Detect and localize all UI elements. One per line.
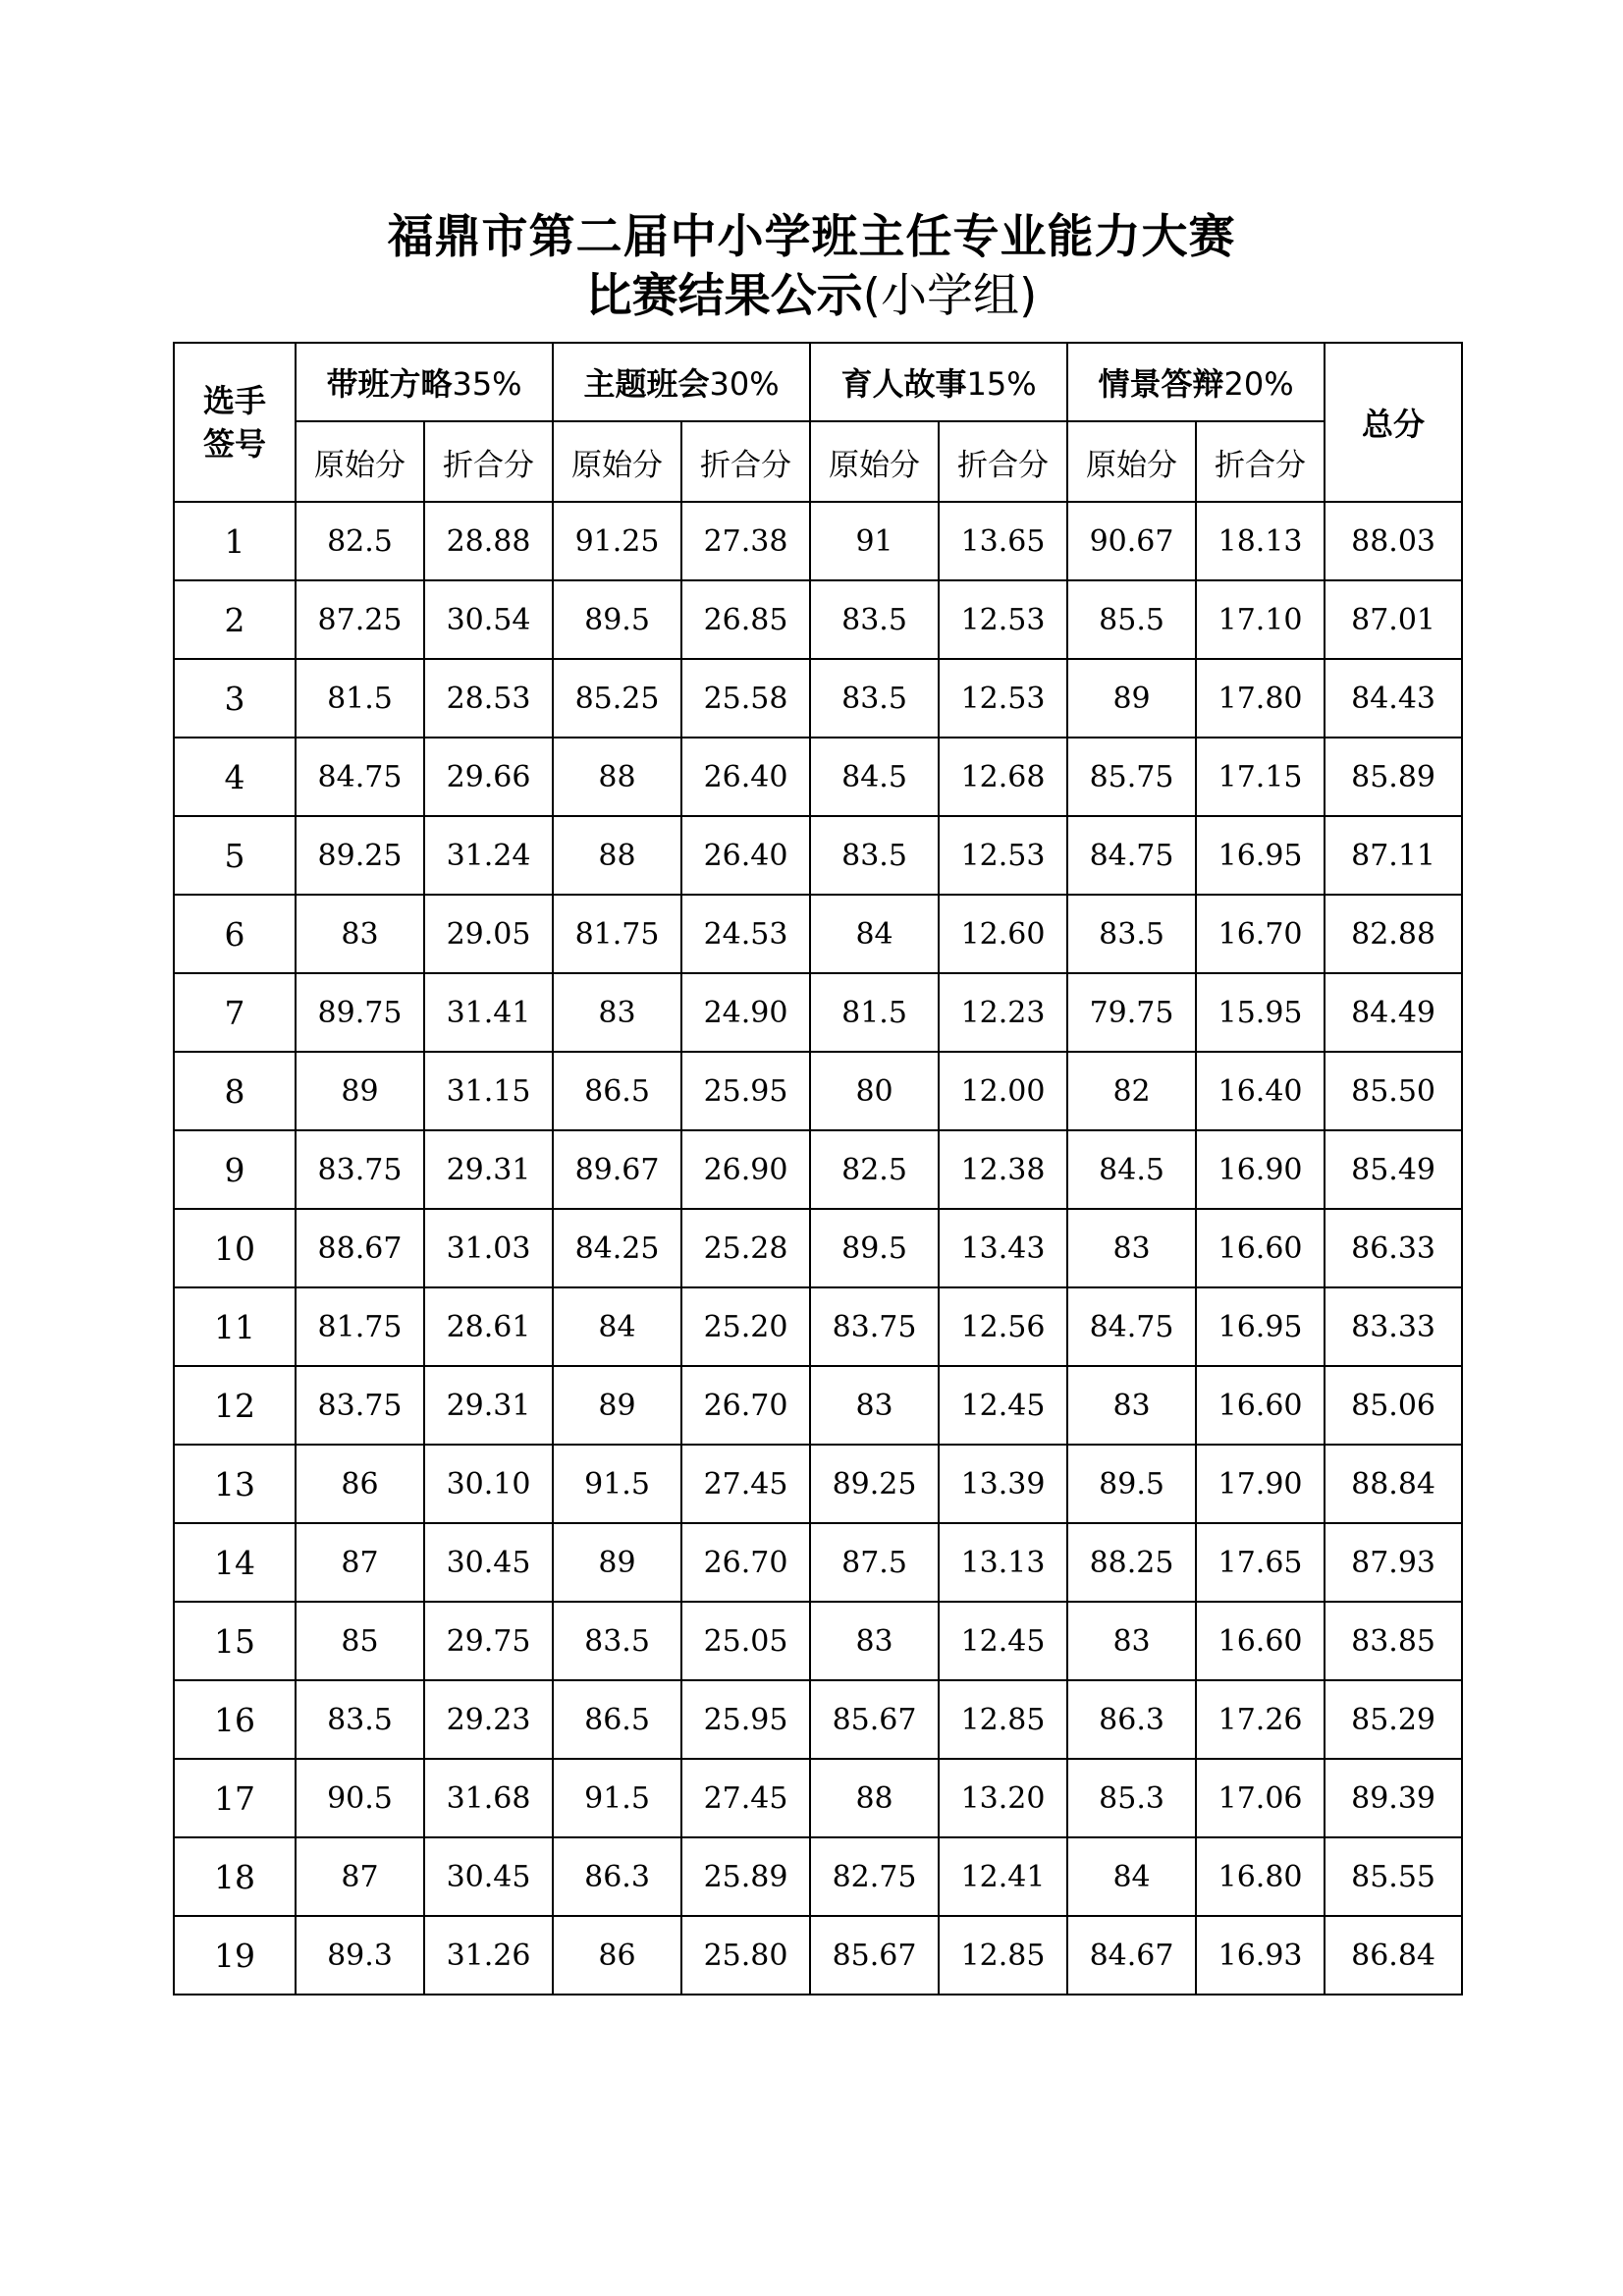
raw-score-cell: 83 [553, 973, 681, 1052]
raw-score-cell: 83.5 [553, 1602, 681, 1680]
contestant-number-cell: 10 [174, 1209, 296, 1287]
raw-score-cell: 83 [1067, 1366, 1196, 1445]
raw-score-cell: 89 [1067, 659, 1196, 738]
weighted-score-cell: 12.53 [939, 580, 1067, 659]
contestant-number-cell: 14 [174, 1523, 296, 1602]
weighted-score-cell: 31.26 [424, 1916, 553, 1995]
weighted-score-cell: 17.90 [1196, 1445, 1325, 1523]
weighted-score-cell: 13.65 [939, 502, 1067, 580]
contestant-number-cell: 18 [174, 1837, 296, 1916]
raw-score-cell: 88 [810, 1759, 939, 1837]
weighted-score-cell: 12.45 [939, 1602, 1067, 1680]
subtitle-group: (小学组) [862, 269, 1038, 323]
raw-score-cell: 83.5 [1067, 895, 1196, 973]
total-score-cell: 88.03 [1325, 502, 1462, 580]
raw-score-cell: 91 [810, 502, 939, 580]
contestant-number-cell: 6 [174, 895, 296, 973]
table-row [174, 1680, 1462, 1759]
total-score-cell: 87.11 [1325, 816, 1462, 895]
contestant-number-cell: 8 [174, 1052, 296, 1130]
subtitle-main: 比赛结果公示 [585, 269, 863, 323]
weighted-score-cell: 30.10 [424, 1445, 553, 1523]
raw-score-cell: 89 [296, 1052, 424, 1130]
raw-score-cell: 88 [553, 738, 681, 816]
table-row [174, 502, 1462, 580]
weighted-score-cell: 25.89 [681, 1837, 810, 1916]
weighted-score-cell: 27.38 [681, 502, 810, 580]
total-score-cell: 87.93 [1325, 1523, 1462, 1602]
weighted-score-header: 折合分 [939, 421, 1067, 502]
raw-score-cell: 87.25 [296, 580, 424, 659]
weighted-score-cell: 28.53 [424, 659, 553, 738]
weighted-score-cell: 31.15 [424, 1052, 553, 1130]
raw-score-cell: 83.5 [296, 1680, 424, 1759]
table-header [174, 343, 1462, 502]
raw-score-cell: 83.75 [296, 1130, 424, 1209]
table-row [174, 1837, 1462, 1916]
contestant-number-cell: 9 [174, 1130, 296, 1209]
total-score-cell: 83.33 [1325, 1287, 1462, 1366]
table-row [174, 738, 1462, 816]
weighted-score-cell: 26.70 [681, 1523, 810, 1602]
weighted-score-cell: 12.00 [939, 1052, 1067, 1130]
total-score-cell: 85.06 [1325, 1366, 1462, 1445]
raw-score-cell: 85.67 [810, 1916, 939, 1995]
weighted-score-cell: 12.53 [939, 816, 1067, 895]
table-row [174, 1602, 1462, 1680]
corner-line-2: 签号 [202, 425, 266, 463]
weighted-score-cell: 29.75 [424, 1602, 553, 1680]
raw-score-cell: 79.75 [1067, 973, 1196, 1052]
weighted-score-cell: 12.56 [939, 1287, 1067, 1366]
weighted-score-cell: 30.45 [424, 1523, 553, 1602]
category-header [1067, 343, 1325, 421]
raw-score-cell: 89.75 [296, 973, 424, 1052]
contestant-number-cell: 2 [174, 580, 296, 659]
raw-score-cell: 83 [296, 895, 424, 973]
raw-score-cell: 84 [1067, 1837, 1196, 1916]
category-weight: 15% [966, 365, 1037, 403]
raw-score-cell: 89.25 [296, 816, 424, 895]
raw-score-cell: 84.75 [296, 738, 424, 816]
weighted-score-cell: 25.20 [681, 1287, 810, 1366]
raw-score-cell: 81.5 [296, 659, 424, 738]
total-score-cell: 88.84 [1325, 1445, 1462, 1523]
raw-score-cell: 84 [810, 895, 939, 973]
weighted-score-cell: 12.41 [939, 1837, 1067, 1916]
contestant-number-cell: 13 [174, 1445, 296, 1523]
weighted-score-cell: 12.85 [939, 1916, 1067, 1995]
table-row [174, 1759, 1462, 1837]
weighted-score-header: 折合分 [1196, 421, 1325, 502]
raw-score-cell: 84.75 [1067, 816, 1196, 895]
raw-score-cell: 87.5 [810, 1523, 939, 1602]
raw-score-cell: 84.75 [1067, 1287, 1196, 1366]
weighted-score-cell: 12.68 [939, 738, 1067, 816]
raw-score-cell: 89.67 [553, 1130, 681, 1209]
total-score-cell: 86.84 [1325, 1916, 1462, 1995]
table-row [174, 1287, 1462, 1366]
weighted-score-cell: 26.40 [681, 816, 810, 895]
weighted-score-cell: 31.03 [424, 1209, 553, 1287]
weighted-score-cell: 30.45 [424, 1837, 553, 1916]
weighted-score-cell: 17.06 [1196, 1759, 1325, 1837]
total-score-cell: 85.49 [1325, 1130, 1462, 1209]
raw-score-header: 原始分 [553, 421, 681, 502]
contestant-number-cell: 3 [174, 659, 296, 738]
weighted-score-cell: 31.24 [424, 816, 553, 895]
table-row [174, 1052, 1462, 1130]
table-row [174, 973, 1462, 1052]
contestant-number-cell: 16 [174, 1680, 296, 1759]
contestant-number-cell: 4 [174, 738, 296, 816]
table-row [174, 659, 1462, 738]
raw-score-cell: 83 [1067, 1602, 1196, 1680]
raw-score-cell: 87 [296, 1837, 424, 1916]
raw-score-header: 原始分 [1067, 421, 1196, 502]
contestant-number-header [174, 343, 296, 502]
category-name: 主题班会 [583, 365, 710, 403]
raw-score-cell: 89 [553, 1523, 681, 1602]
weighted-score-cell: 16.95 [1196, 1287, 1325, 1366]
contestant-number-cell: 17 [174, 1759, 296, 1837]
weighted-score-cell: 30.54 [424, 580, 553, 659]
weighted-score-cell: 13.43 [939, 1209, 1067, 1287]
contestant-number-cell: 15 [174, 1602, 296, 1680]
table-row [174, 816, 1462, 895]
raw-score-cell: 86.3 [1067, 1680, 1196, 1759]
raw-score-cell: 86 [296, 1445, 424, 1523]
document-subtitle [0, 267, 1623, 326]
raw-score-cell: 91.5 [553, 1445, 681, 1523]
raw-score-cell: 90.67 [1067, 502, 1196, 580]
raw-score-header: 原始分 [810, 421, 939, 502]
raw-score-cell: 91.25 [553, 502, 681, 580]
table-row [174, 895, 1462, 973]
weighted-score-cell: 31.41 [424, 973, 553, 1052]
raw-score-cell: 85.75 [1067, 738, 1196, 816]
raw-score-cell: 83.5 [810, 659, 939, 738]
raw-score-cell: 83 [810, 1366, 939, 1445]
weighted-score-cell: 18.13 [1196, 502, 1325, 580]
raw-score-cell: 83.5 [810, 580, 939, 659]
raw-score-cell: 83.75 [810, 1287, 939, 1366]
raw-score-cell: 90.5 [296, 1759, 424, 1837]
weighted-score-cell: 29.31 [424, 1130, 553, 1209]
weighted-score-cell: 12.23 [939, 973, 1067, 1052]
raw-score-cell: 82.5 [296, 502, 424, 580]
weighted-score-cell: 28.61 [424, 1287, 553, 1366]
document-title-block [0, 208, 1623, 326]
raw-score-cell: 89.25 [810, 1445, 939, 1523]
weighted-score-cell: 16.90 [1196, 1130, 1325, 1209]
raw-score-cell: 88.67 [296, 1209, 424, 1287]
weighted-score-cell: 29.23 [424, 1680, 553, 1759]
weighted-score-cell: 25.80 [681, 1916, 810, 1995]
raw-score-cell: 84.5 [810, 738, 939, 816]
raw-score-cell: 85 [296, 1602, 424, 1680]
raw-score-header: 原始分 [296, 421, 424, 502]
document-title: 福鼎市第二届中小学班主任专业能力大赛 [387, 210, 1236, 264]
weighted-score-cell: 13.39 [939, 1445, 1067, 1523]
total-score-cell: 84.43 [1325, 659, 1462, 738]
contestant-number-cell: 1 [174, 502, 296, 580]
header-row-categories [174, 343, 1462, 421]
category-weight: 35% [452, 365, 522, 403]
weighted-score-cell: 16.95 [1196, 816, 1325, 895]
weighted-score-cell: 26.40 [681, 738, 810, 816]
weighted-score-cell: 13.20 [939, 1759, 1067, 1837]
weighted-score-cell: 17.26 [1196, 1680, 1325, 1759]
category-header [553, 343, 810, 421]
raw-score-cell: 86 [553, 1916, 681, 1995]
table-row [174, 1366, 1462, 1445]
raw-score-cell: 85.5 [1067, 580, 1196, 659]
total-score-cell: 82.88 [1325, 895, 1462, 973]
category-weight: 20% [1223, 365, 1294, 403]
raw-score-cell: 82 [1067, 1052, 1196, 1130]
weighted-score-cell: 24.90 [681, 973, 810, 1052]
category-header [810, 343, 1067, 421]
raw-score-cell: 86.5 [553, 1052, 681, 1130]
weighted-score-cell: 15.95 [1196, 973, 1325, 1052]
raw-score-cell: 80 [810, 1052, 939, 1130]
weighted-score-cell: 28.88 [424, 502, 553, 580]
weighted-score-cell: 27.45 [681, 1445, 810, 1523]
weighted-score-cell: 17.65 [1196, 1523, 1325, 1602]
raw-score-cell: 89 [553, 1366, 681, 1445]
weighted-score-cell: 17.10 [1196, 580, 1325, 659]
table-row [174, 1209, 1462, 1287]
weighted-score-cell: 12.53 [939, 659, 1067, 738]
weighted-score-cell: 25.58 [681, 659, 810, 738]
raw-score-cell: 89.5 [810, 1209, 939, 1287]
weighted-score-cell: 26.85 [681, 580, 810, 659]
weighted-score-cell: 26.90 [681, 1130, 810, 1209]
weighted-score-cell: 16.40 [1196, 1052, 1325, 1130]
raw-score-cell: 85.67 [810, 1680, 939, 1759]
header-row-subcolumns [174, 421, 1462, 502]
weighted-score-cell: 29.05 [424, 895, 553, 973]
category-name: 带班方略 [326, 365, 453, 403]
weighted-score-cell: 12.60 [939, 895, 1067, 973]
weighted-score-cell: 16.93 [1196, 1916, 1325, 1995]
weighted-score-cell: 16.70 [1196, 895, 1325, 973]
total-score-cell: 85.89 [1325, 738, 1462, 816]
weighted-score-cell: 29.66 [424, 738, 553, 816]
raw-score-cell: 89.5 [1067, 1445, 1196, 1523]
total-score-cell: 89.39 [1325, 1759, 1462, 1837]
weighted-score-cell: 16.60 [1196, 1602, 1325, 1680]
weighted-score-cell: 12.85 [939, 1680, 1067, 1759]
weighted-score-cell: 17.15 [1196, 738, 1325, 816]
corner-line-1: 选手 [202, 382, 266, 419]
weighted-score-cell: 12.38 [939, 1130, 1067, 1209]
category-name: 情景答辩 [1098, 365, 1224, 403]
total-score-cell: 87.01 [1325, 580, 1462, 659]
contestant-number-cell: 11 [174, 1287, 296, 1366]
total-score-cell: 83.85 [1325, 1602, 1462, 1680]
table-row [174, 1130, 1462, 1209]
raw-score-cell: 89.5 [553, 580, 681, 659]
weighted-score-cell: 25.28 [681, 1209, 810, 1287]
raw-score-cell: 88.25 [1067, 1523, 1196, 1602]
raw-score-cell: 91.5 [553, 1759, 681, 1837]
raw-score-cell: 87 [296, 1523, 424, 1602]
category-header [296, 343, 553, 421]
contestant-number-cell: 7 [174, 973, 296, 1052]
raw-score-cell: 83.75 [296, 1366, 424, 1445]
raw-score-cell: 83.5 [810, 816, 939, 895]
raw-score-cell: 85.3 [1067, 1759, 1196, 1837]
raw-score-cell: 84.5 [1067, 1130, 1196, 1209]
weighted-score-cell: 17.80 [1196, 659, 1325, 738]
table-body [174, 502, 1462, 1995]
raw-score-cell: 86.5 [553, 1680, 681, 1759]
raw-score-cell: 89.3 [296, 1916, 424, 1995]
raw-score-cell: 81.75 [553, 895, 681, 973]
weighted-score-cell: 25.05 [681, 1602, 810, 1680]
weighted-score-header: 折合分 [681, 421, 810, 502]
category-weight: 30% [709, 365, 780, 403]
weighted-score-cell: 16.60 [1196, 1209, 1325, 1287]
raw-score-cell: 83 [810, 1602, 939, 1680]
total-score-cell: 85.55 [1325, 1837, 1462, 1916]
category-name: 育人故事 [840, 365, 967, 403]
contestant-number-cell: 12 [174, 1366, 296, 1445]
weighted-score-cell: 25.95 [681, 1680, 810, 1759]
weighted-score-cell: 25.95 [681, 1052, 810, 1130]
weighted-score-cell: 27.45 [681, 1759, 810, 1837]
raw-score-cell: 81.5 [810, 973, 939, 1052]
total-score-header: 总分 [1325, 343, 1462, 502]
weighted-score-cell: 24.53 [681, 895, 810, 973]
raw-score-cell: 84.67 [1067, 1916, 1196, 1995]
raw-score-cell: 85.25 [553, 659, 681, 738]
total-score-cell: 85.50 [1325, 1052, 1462, 1130]
contestant-number-cell: 19 [174, 1916, 296, 1995]
table-row [174, 1523, 1462, 1602]
table-row [174, 1445, 1462, 1523]
weighted-score-cell: 12.45 [939, 1366, 1067, 1445]
weighted-score-cell: 31.68 [424, 1759, 553, 1837]
weighted-score-cell: 16.60 [1196, 1366, 1325, 1445]
raw-score-cell: 83 [1067, 1209, 1196, 1287]
table-row [174, 580, 1462, 659]
weighted-score-cell: 13.13 [939, 1523, 1067, 1602]
raw-score-cell: 84.25 [553, 1209, 681, 1287]
raw-score-cell: 86.3 [553, 1837, 681, 1916]
total-score-cell: 84.49 [1325, 973, 1462, 1052]
results-table [173, 342, 1463, 1995]
contestant-number-cell: 5 [174, 816, 296, 895]
raw-score-cell: 82.5 [810, 1130, 939, 1209]
raw-score-cell: 88 [553, 816, 681, 895]
raw-score-cell: 81.75 [296, 1287, 424, 1366]
raw-score-cell: 82.75 [810, 1837, 939, 1916]
weighted-score-cell: 29.31 [424, 1366, 553, 1445]
total-score-cell: 85.29 [1325, 1680, 1462, 1759]
weighted-score-header: 折合分 [424, 421, 553, 502]
total-score-cell: 86.33 [1325, 1209, 1462, 1287]
weighted-score-cell: 26.70 [681, 1366, 810, 1445]
raw-score-cell: 84 [553, 1287, 681, 1366]
table-row [174, 1916, 1462, 1995]
weighted-score-cell: 16.80 [1196, 1837, 1325, 1916]
